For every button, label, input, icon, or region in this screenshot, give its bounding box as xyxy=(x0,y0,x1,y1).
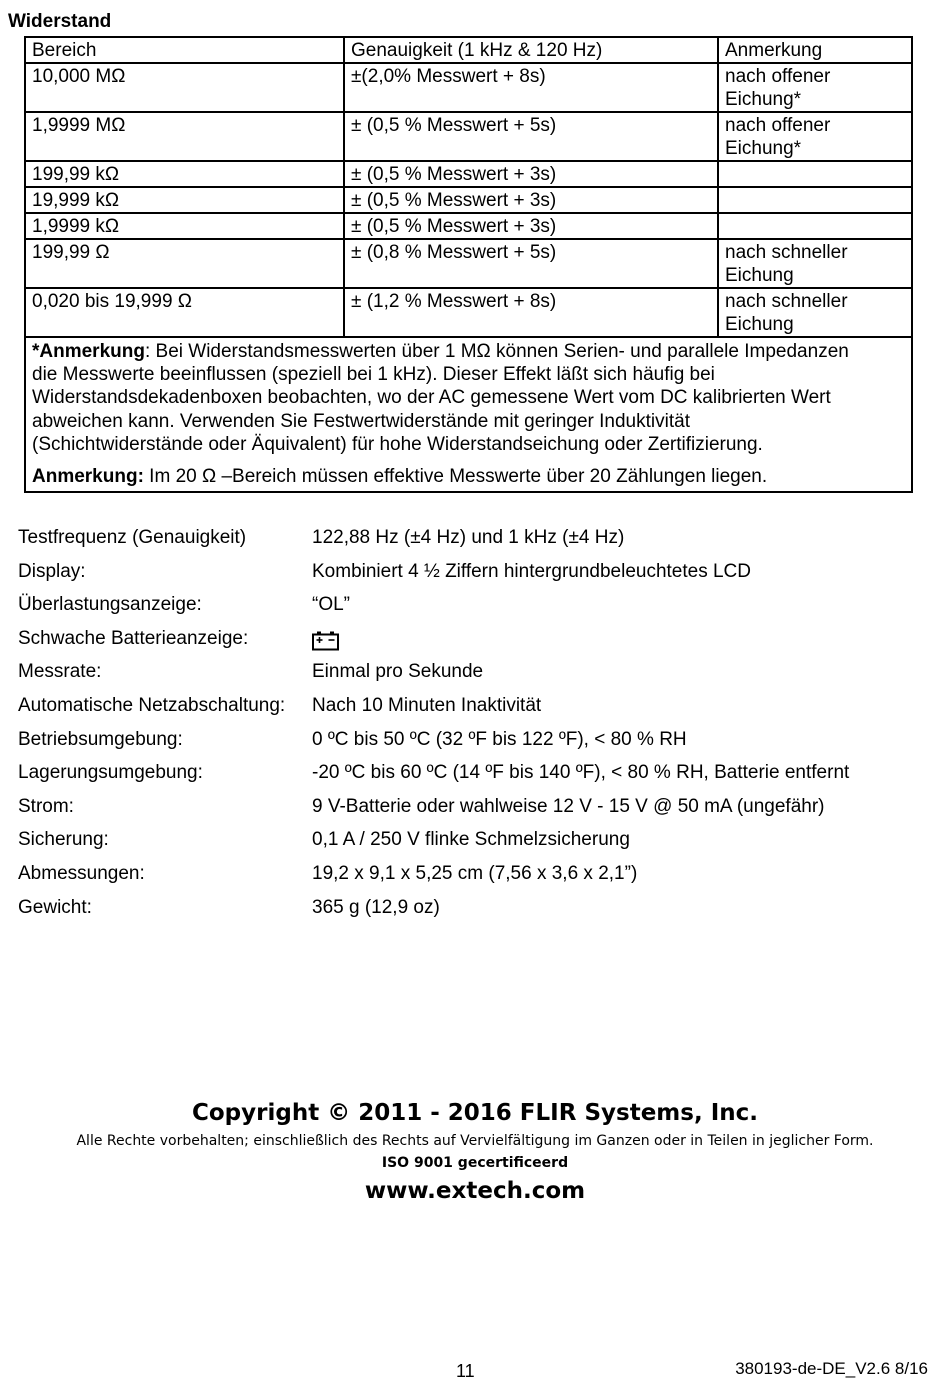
note-line: nach schneller xyxy=(725,291,848,312)
spec-value: 19,2 x 9,1 x 5,25 cm (7,56 x 3,6 x 2,1”) xyxy=(312,862,638,884)
spec-row xyxy=(18,561,849,595)
spec-label: Automatische Netzabschaltung: xyxy=(18,694,286,716)
document-id: 380193-de-DE_V2.6 8/16 xyxy=(735,1359,928,1378)
table-row xyxy=(25,161,912,187)
table-footnote xyxy=(25,337,912,492)
spec-row xyxy=(18,628,849,662)
spec-value: 0,1 A / 250 V flinke Schmelzsicherung xyxy=(312,829,630,851)
header-range: Bereich xyxy=(25,37,344,63)
footnote-1-line: (Schichtwiderstände oder Äquivalent) für hohe Widerstandseichung oder Zertifizierung. xyxy=(32,433,763,455)
spec-label: Abmessungen: xyxy=(18,862,145,884)
note-line: Eichung* xyxy=(725,138,802,159)
spec-label: Strom: xyxy=(18,795,74,817)
table-row xyxy=(25,213,912,239)
iso-certification: ISO 9001 gecertificeerd xyxy=(381,1155,569,1171)
spec-row xyxy=(18,594,849,628)
spec-label: Überlastungsanzeige: xyxy=(18,594,202,616)
spec-label: Schwache Batterieanzeige: xyxy=(18,627,249,649)
note-line: nach schneller xyxy=(725,242,848,263)
table-row xyxy=(25,63,912,112)
table-footnote-row xyxy=(25,337,912,492)
spec-row xyxy=(18,527,849,561)
footnote-2-text: Im 20 Ω –Bereich müssen effektive Messwerte über 20 Zählungen liegen. xyxy=(143,466,768,488)
spec-value: “OL” xyxy=(312,594,350,616)
website-url: www.extech.com xyxy=(364,1178,586,1204)
footnote-1-line: die Messwerte beeinflussen (speziell bei 1 kHz). Dieser Effekt läßt sich häufig bei xyxy=(32,364,715,386)
cell-range: 0,020 bis 19,999 Ω xyxy=(25,288,344,337)
cell-note xyxy=(718,161,912,187)
resistance-spec-table xyxy=(24,36,913,493)
page-number: 11 xyxy=(456,1361,475,1381)
header-accuracy: Genauigkeit (1 kHz & 120 Hz) xyxy=(344,37,718,63)
spec-value: Kombiniert 4 ½ Ziffern hintergrundbeleuchtetes LCD xyxy=(312,560,752,582)
spec-label: Betriebsumgebung: xyxy=(18,728,183,750)
cell-range: 10,000 MΩ xyxy=(25,63,344,112)
footnote-1 xyxy=(32,340,905,456)
footnote-1-label: *Anmerkung xyxy=(32,341,145,362)
note-line: Eichung xyxy=(725,314,794,335)
spec-label: Testfrequenz (Genauigkeit) xyxy=(18,527,247,548)
note-line: nach offener xyxy=(725,115,831,136)
cell-accuracy: ± (0,5 % Messwert + 3s) xyxy=(344,213,718,239)
battery-low-icon xyxy=(312,631,339,657)
cell-accuracy: ±(2,0% Messwert + 8s) xyxy=(344,63,718,112)
cell-note xyxy=(718,187,912,213)
cell-accuracy: ± (1,2 % Messwert + 8s) xyxy=(344,288,718,337)
spec-label: Gewicht: xyxy=(18,896,92,918)
spec-label: Display: xyxy=(18,560,86,582)
rights-statement: Alle Rechte vorbehalten; einschließlich des Rechts auf Vervielfältigung im Ganzen oder in Teilen in jeglicher Form. xyxy=(76,1133,874,1149)
section-title: Widerstand xyxy=(8,11,112,32)
note-line: nach offener xyxy=(725,66,831,87)
spec-label: Sicherung: xyxy=(18,829,109,851)
footnote-2 xyxy=(32,465,905,488)
table-row xyxy=(25,288,912,337)
header-note: Anmerkung xyxy=(718,37,912,63)
table-row xyxy=(25,239,912,288)
cell-range: 199,99 Ω xyxy=(25,239,344,288)
footnote-1-line: : Bei Widerstandsmesswerten über 1 MΩ können Serien- und parallele Impedanzen xyxy=(144,341,849,362)
cell-note xyxy=(718,112,912,161)
cell-accuracy: ± (0,5 % Messwert + 3s) xyxy=(344,161,718,187)
spec-row xyxy=(18,695,849,729)
cell-note xyxy=(718,288,912,337)
spec-row xyxy=(18,729,849,763)
spec-row xyxy=(18,762,849,796)
spec-label: Messrate: xyxy=(18,661,102,683)
table-row xyxy=(25,187,912,213)
cell-range: 19,999 kΩ xyxy=(25,187,344,213)
cell-range: 199,99 kΩ xyxy=(25,161,344,187)
footnote-1-line: abweichen kann. Verwenden Sie Festwertwiderstände mit geringer Induktivität xyxy=(32,410,690,432)
spec-row xyxy=(18,661,849,695)
cell-range: 1,9999 kΩ xyxy=(25,213,344,239)
spec-value: 0 ºC bis 50 ºC (32 ºF bis 122 ºF), < 80 % RH xyxy=(312,728,687,750)
spec-value: -20 ºC bis 60 ºC (14 ºF bis 140 ºF), < 80 % RH, Batterie entfernt xyxy=(312,762,850,784)
table-row xyxy=(25,112,912,161)
spec-label: Lagerungsumgebung: xyxy=(18,762,203,784)
footnote-2-label: Anmerkung: xyxy=(32,466,144,488)
spec-row xyxy=(18,829,849,863)
table-header-row xyxy=(25,37,912,63)
cell-accuracy: ± (0,8 % Messwert + 5s) xyxy=(344,239,718,288)
cell-range: 1,9999 MΩ xyxy=(25,112,344,161)
spec-value: 9 V-Batterie oder wahlweise 12 V - 15 V @ 50 mA (ungefähr) xyxy=(312,795,825,817)
specifications-list xyxy=(18,527,849,930)
footnote-1-line: Widerstandsdekadenboxen beobachten, wo der AC gemessene Wert vom DC kalibrierten Wert xyxy=(32,387,831,409)
spec-row xyxy=(18,796,849,830)
cell-note xyxy=(718,213,912,239)
spec-value: Einmal pro Sekunde xyxy=(312,661,484,683)
copyright-notice: Copyright © 2011 - 2016 FLIR Systems, Inc. xyxy=(192,1100,758,1126)
spec-value: 122,88 Hz (±4 Hz) und 1 kHz (±4 Hz) xyxy=(312,527,625,548)
cell-accuracy: ± (0,5 % Messwert + 5s) xyxy=(344,112,718,161)
spec-value: Nach 10 Minuten Inaktivität xyxy=(312,694,542,716)
spec-row xyxy=(18,897,849,931)
spec-row xyxy=(18,863,849,897)
cell-note xyxy=(718,63,912,112)
cell-accuracy: ± (0,5 % Messwert + 3s) xyxy=(344,187,718,213)
spec-value: 365 g (12,9 oz) xyxy=(312,896,440,918)
note-line: Eichung* xyxy=(725,89,802,110)
cell-note xyxy=(718,239,912,288)
note-line: Eichung xyxy=(725,265,794,286)
